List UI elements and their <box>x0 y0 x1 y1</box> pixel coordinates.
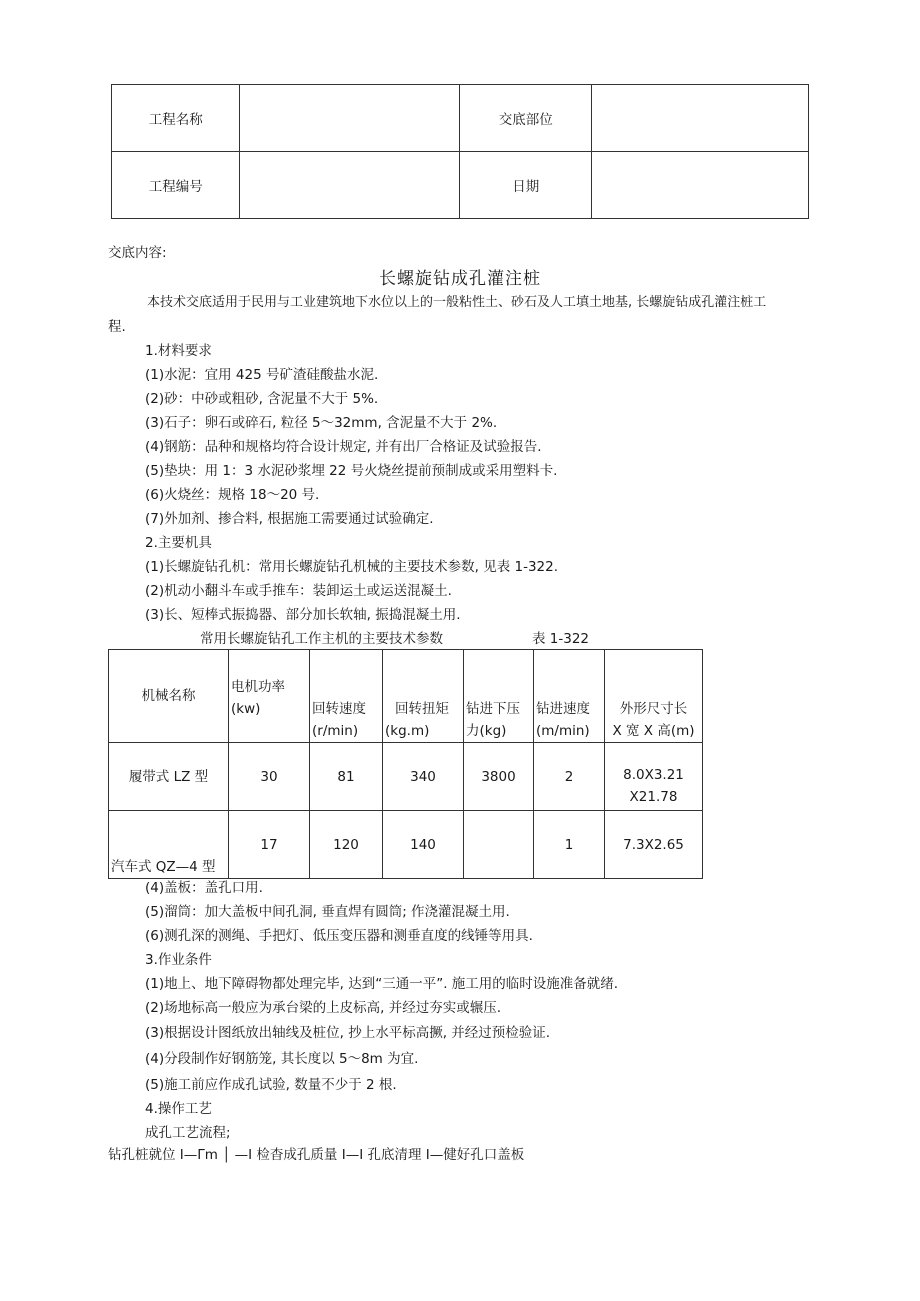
row2-name <box>109 811 229 879</box>
document-title: 长螺旋钻成孔灌注桩 <box>379 269 541 289</box>
date-value <box>591 152 808 219</box>
table-row <box>109 743 703 811</box>
project-name-label: 工程名称 <box>112 85 240 152</box>
row1-size-line1: 8.0X3.21 <box>623 767 684 783</box>
header-power-line1: 电机功率 <box>231 679 285 695</box>
section2-item: (3)长、短棒式振捣器、部分加长软轴, 振捣混凝土用. <box>145 607 461 623</box>
header-power <box>229 650 310 743</box>
section3-item: (1)地上、地下障碍物都处理完毕, 达到“三通一平”. 施工用的临时设施准备就绪. <box>145 976 619 992</box>
section3-item: (3)根据设计图纸放出轴线及桩位, 抄上水平标高撅, 并经过预检验证. <box>145 1025 551 1041</box>
section1-item: (3)石子：卵石或碎石, 粒径 5～32mm, 含泥量不大于 2%. <box>145 415 498 431</box>
intro-line-2: 程. <box>108 319 126 335</box>
section1-item: (7)外加剂、掺合料, 根据施工需要通过试验确定. <box>145 511 434 527</box>
section1-item: (5)垫块：用 1：3 水泥砂浆埋 22 号火烧丝提前预制成或采用塑料卡. <box>145 463 558 479</box>
row1-size-line2: X21.78 <box>629 789 678 805</box>
location-value <box>591 85 808 152</box>
section2-item: (5)溜筒：加大盖板中间孔洞, 垂直焊有圆筒; 作浇灌混凝土用. <box>145 904 510 920</box>
table-caption: 常用长螺旋钻孔工作主机的主要技术参数 <box>200 631 443 647</box>
header-size-line2: X 宽 X 高(m) <box>612 723 695 739</box>
header-speed <box>310 650 383 743</box>
location-label: 交底部位 <box>460 85 591 152</box>
section1-item: (6)火烧丝：规格 18～20 号. <box>145 487 320 503</box>
header-row-1 <box>112 85 809 152</box>
section2-item: (4)盖板：盖孔口用. <box>145 880 263 896</box>
header-torque <box>383 650 464 743</box>
process-flow: 钻孔桩就位 I—Γm │ —I 检杳成孔质量 I—I 孔底清理 I—健好孔口盖板 <box>108 1147 525 1163</box>
header-pressure-line2: 力(kg) <box>466 723 507 739</box>
header-row-2 <box>112 152 809 219</box>
header-pressure-line1: 钻进下压 <box>466 701 520 717</box>
header-size <box>605 650 703 743</box>
section3-item: (5)施工前应作成孔试验, 数量不少于 2 根. <box>145 1077 397 1093</box>
header-drill-speed <box>534 650 605 743</box>
header-size-line1: 外形尺寸长 <box>619 701 688 717</box>
section1-item: (1)水泥：宜用 425 号矿渣硅酸盐水泥. <box>145 367 379 383</box>
row2-drill-speed: 1 <box>534 811 605 879</box>
section4-heading: 4.操作工艺 <box>145 1101 212 1117</box>
row2-power: 17 <box>229 811 310 879</box>
section3-heading: 3.作业条件 <box>145 952 212 968</box>
row2-pressure <box>464 811 534 879</box>
header-pressure <box>464 650 534 743</box>
row1-drill-speed: 2 <box>534 743 605 811</box>
header-speed-line2: (r/min) <box>312 723 359 739</box>
project-name-value <box>240 85 460 152</box>
date-label: 日期 <box>460 152 591 219</box>
header-torque-line1: 回转扭矩 <box>395 701 449 717</box>
header-drill-speed-line2: (m/min) <box>536 723 590 739</box>
section2-heading: 2.主要机具 <box>145 535 212 551</box>
table-number: 表 1-322 <box>532 631 590 647</box>
row2-speed: 120 <box>310 811 383 879</box>
section2-item: (1)长螺旋钻孔机：常用长螺旋钻孔机械的主要技术参数, 见表 1-322. <box>145 559 559 575</box>
project-no-value <box>240 152 460 219</box>
header-speed-line1: 回转速度 <box>312 701 366 717</box>
header-power-line2: (kw) <box>231 701 261 717</box>
project-no-label: 工程编号 <box>112 152 240 219</box>
row2-name-text: 汽车式 QZ—4 型 <box>111 859 216 875</box>
section1-item: (2)砂：中砂或粗砂, 含泥量不大于 5%. <box>145 391 379 407</box>
intro-line-1: 本技术交底适用于民用与工业建筑地下水位以上的一般粘性土、砂石及人工填土地基, 长螺旋钻成孔灌注桩工 <box>147 295 767 310</box>
section1-heading: 1.材料要求 <box>145 343 212 359</box>
section3-item: (2)场地标高一般应为承台梁的上皮标高, 并经过夯实或辗压. <box>145 1000 501 1016</box>
row2-torque: 140 <box>383 811 464 879</box>
row1-size <box>605 743 703 811</box>
row1-pressure: 3800 <box>464 743 534 811</box>
header-torque-line2: (kg.m) <box>385 723 430 739</box>
header-machine-name: 机械名称 <box>109 650 229 743</box>
section2-item: (6)测孔深的测绳、手把灯、低压变压器和测垂直度的线锤等用具. <box>145 928 533 944</box>
row2-size-line1: 7.3X2.65 <box>623 836 684 853</box>
row1-torque: 340 <box>383 743 464 811</box>
table-header-row <box>109 650 703 743</box>
section2-item: (2)机动小翻斗车或手推车：装卸运土或运送混凝土. <box>145 583 452 599</box>
machine-parameters-table <box>108 649 703 879</box>
header-drill-speed-line1: 钻进速度 <box>536 701 590 717</box>
content-label: 交底内容: <box>108 245 167 261</box>
header-table <box>111 84 809 219</box>
section1-item: (4)钢筋：品种和规格均符合设计规定, 并有出厂合格证及试验报告. <box>145 439 542 455</box>
section3-item: (4)分段制作好钢筋笼, 其长度以 5～8m 为宜. <box>145 1051 419 1067</box>
process-flow-label: 成孔工艺流程; <box>145 1125 231 1141</box>
row2-size <box>605 811 703 879</box>
row1-speed: 81 <box>310 743 383 811</box>
table-row <box>109 811 703 879</box>
row1-name: 履带式 LZ 型 <box>109 743 229 811</box>
row1-power: 30 <box>229 743 310 811</box>
